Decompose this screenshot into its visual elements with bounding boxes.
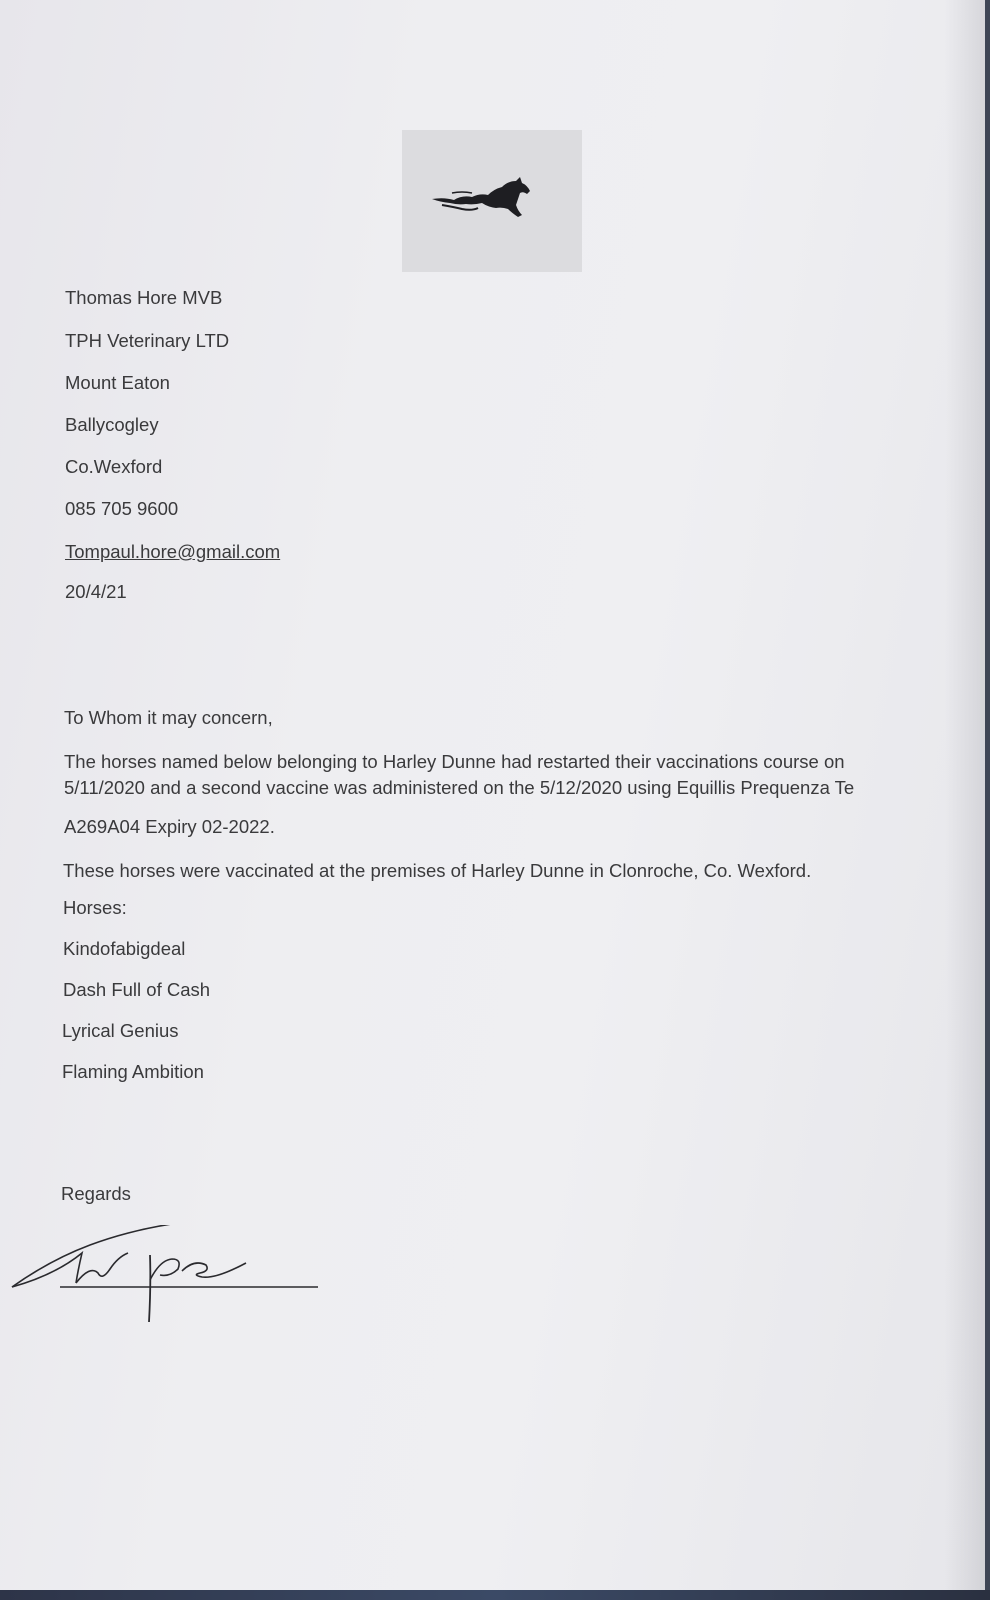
horse-list-item: Kindofabigdeal [63, 938, 186, 959]
paragraph-1-line-3: A269A04 Expiry 02-2022. [64, 816, 275, 837]
sender-name: Thomas Hore MVB [65, 287, 223, 308]
background-surface [0, 1590, 990, 1600]
closing-regards: Regards [61, 1183, 131, 1204]
horse-list-item: Flaming Ambition [62, 1061, 204, 1082]
salutation: To Whom it may concern, [64, 707, 273, 728]
paragraph-2: These horses were vaccinated at the premises of Harley Dunne in Clonroche, Co. Wexford. [63, 860, 812, 881]
sender-phone: 085 705 9600 [65, 498, 179, 519]
horses-heading: Horses: [63, 897, 127, 918]
leaping-horse-icon [432, 175, 552, 235]
letterhead-logo [402, 130, 582, 272]
sender-company: TPH Veterinary LTD [65, 330, 230, 351]
paragraph-1-line-2: 5/11/2020 and a second vaccine was administered on the 5/12/2020 using Equillis Prequenza Te [64, 777, 855, 798]
paragraph-1-line-1: The horses named below belonging to Harley Dunne had restarted their vaccinations course on [64, 751, 845, 772]
horse-list-item: Dash Full of Cash [63, 979, 211, 1000]
handwritten-signature [10, 1225, 330, 1330]
horse-list-item: Lyrical Genius [62, 1020, 179, 1041]
letter-date: 20/4/21 [65, 581, 127, 602]
sender-address-2: Ballycogley [65, 414, 159, 435]
sender-county: Co.Wexford [65, 456, 163, 477]
sender-address-1: Mount Eaton [65, 372, 170, 393]
sender-email-link[interactable]: Tompaul.hore@gmail.com [65, 541, 281, 562]
